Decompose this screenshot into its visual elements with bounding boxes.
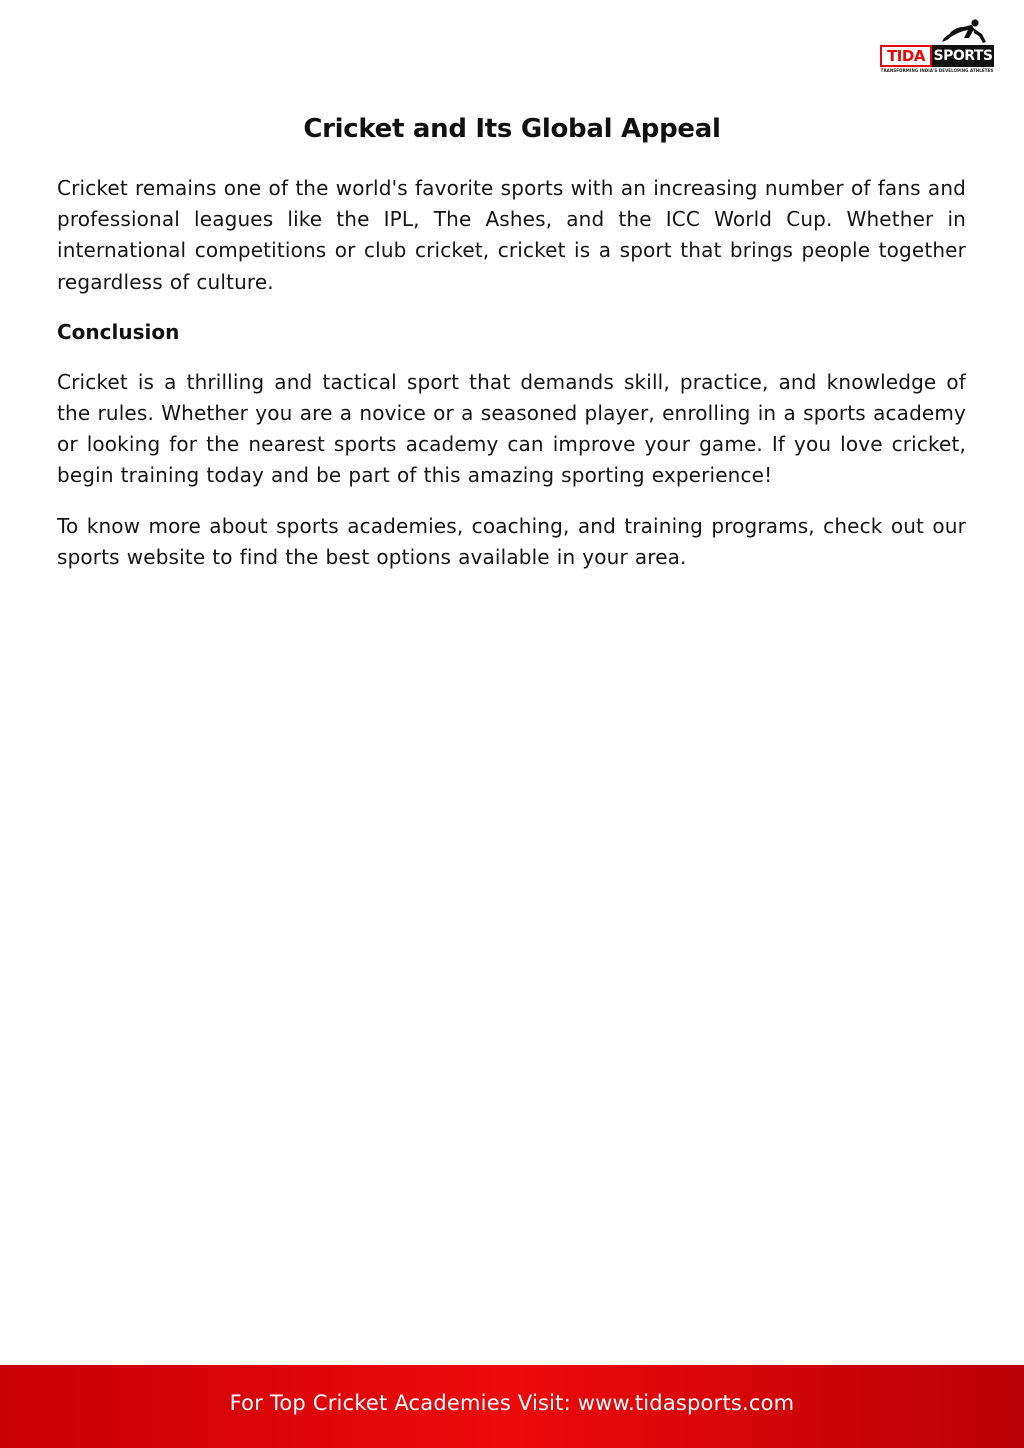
- conclusion-paragraph: Cricket is a thrilling and tactical sport that demands skill, practice, and knowledge of the rules. Whether you are a novice or a seasoned player, enrolling in a sports academy or looking for the nearest sports academy can improve your game. If you love cricket, begin training today and be part of this amazing sporting experience!: [57, 369, 966, 488]
- document-body: [57, 173, 966, 592]
- footer-banner: [0, 1365, 1024, 1448]
- footer-website-text[interactable]: For Top Cricket Academies Visit: www.tidasports.com: [229, 1391, 795, 1415]
- page-title: Cricket and Its Global Appeal: [303, 114, 721, 144]
- tida-sports-logo: [878, 18, 996, 78]
- conclusion-heading: Conclusion: [57, 319, 180, 344]
- logo-sports-text: SPORTS: [933, 48, 993, 64]
- intro-paragraph: Cricket remains one of the world's favorite sports with an increasing number of fans and professional leagues like the IPL, The Ashes, and the ICC World Cup. Whether in international competitions or club cricket, cricket is a sport that brings people together regardless of culture.: [57, 176, 966, 294]
- logo-tida-text: TIDA: [887, 47, 925, 65]
- closing-paragraph: To know more about sports academies, coaching, and training programs, check out our sports website to find the best options available in your area.: [57, 513, 966, 569]
- logo-tagline: TRANSFORMING INDIA'S DEVELOPING ATHLETES: [880, 68, 994, 73]
